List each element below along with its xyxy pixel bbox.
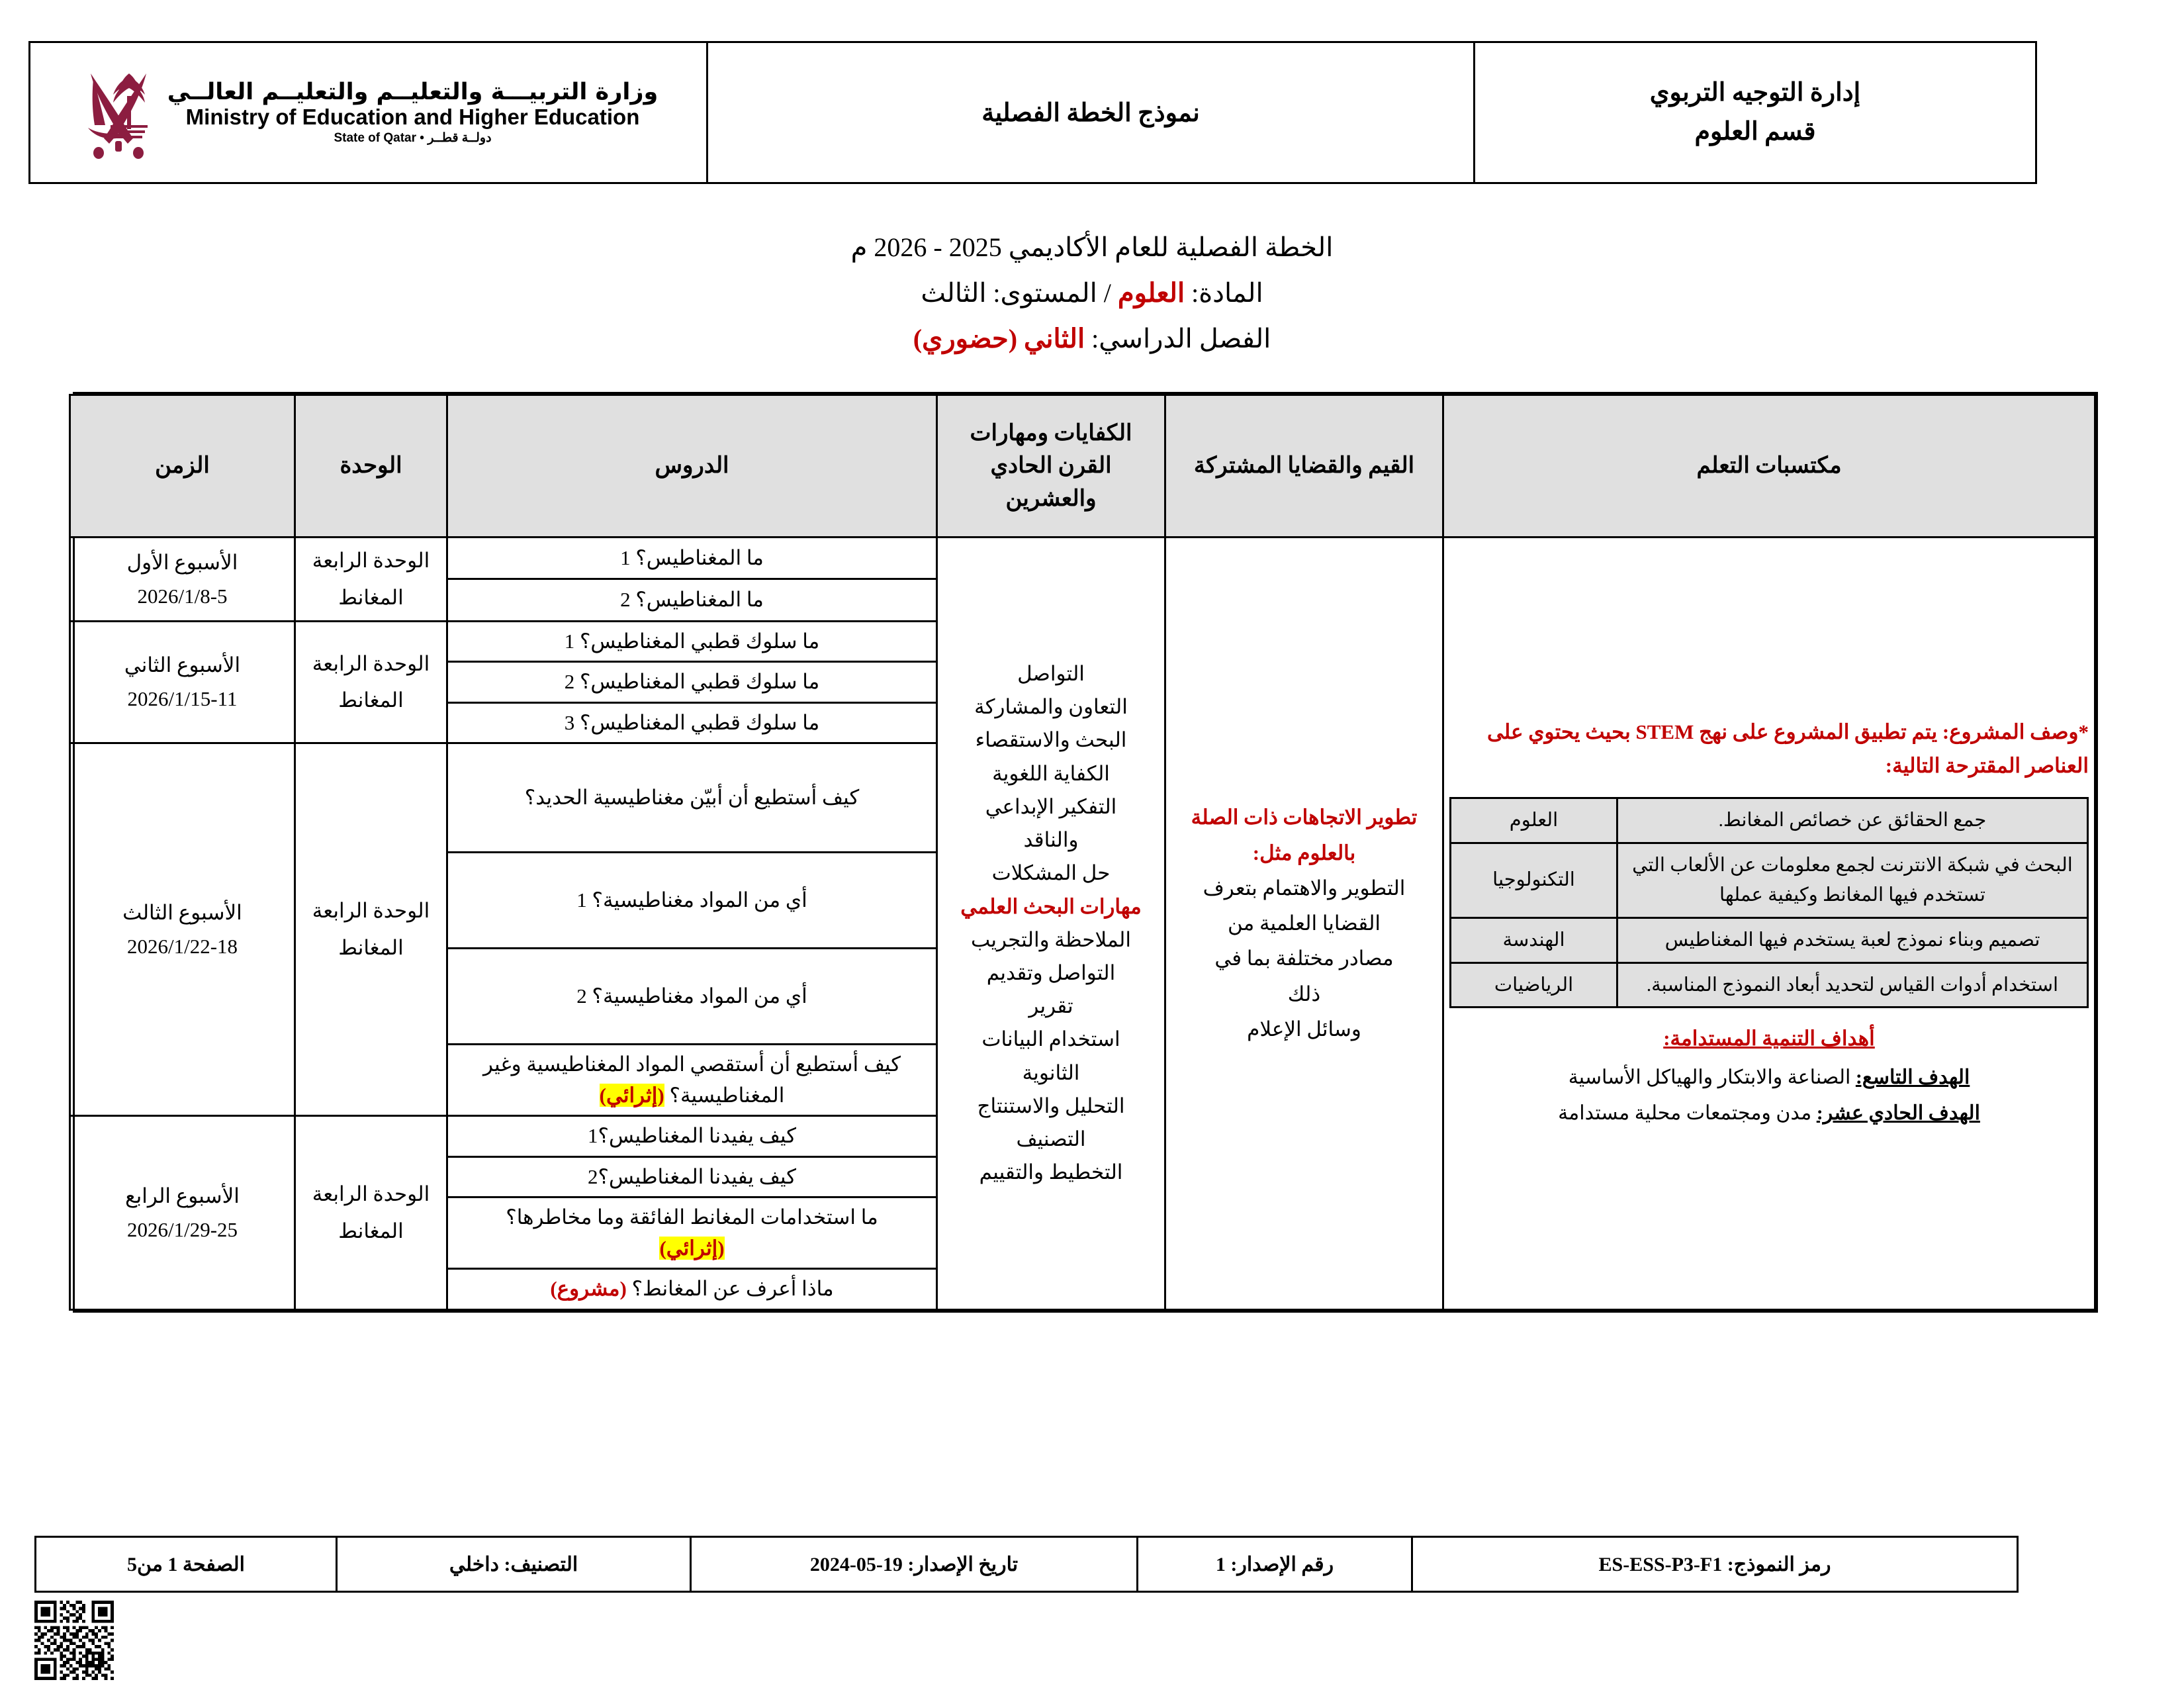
stem-row-technology [1451,843,2088,917]
lesson-text: ماذا أعرف عن المغانط؟ [626,1277,834,1301]
lesson-text: ما استخدامات المغانط الفائقة وما مخاطرها؟ [506,1205,878,1229]
ministry-logo-cell [30,42,707,183]
footer-row [36,1537,2018,1592]
skill-item-2: التعاون والمشاركة [974,695,1128,719]
lesson-cell: ما سلوك قطبي المغناطيس؟ 3 [447,702,937,743]
values-heading: تطوير الاتجاهات ذات الصلة بالعلوم مثل: [1191,806,1418,865]
ministry-name-english: Ministry of Education and Higher Education [185,105,640,130]
stem-label-science: العلوم [1451,798,1617,843]
values-issues-cell [1165,538,1443,1310]
stem-desc-mathematics: استخدام أدوات القياس لتحديد أبعاد النموذج المناسبة. [1617,962,2088,1008]
subject-value: العلوم [1117,277,1185,308]
stem-desc-technology: البحث في شبكة الانترنت لجمع معلومات عن الألعاب التي تستخدم فيها المغانط وكيفية عملها [1617,843,2088,917]
unit-cell: الوحدة الرابعة المغانط [295,621,447,743]
stem-desc-engineering: تصميم وبناء نموذج لعبة يستخدم فيها المغناطيس [1617,917,2088,962]
footer-classification: التصنيف: داخلي [337,1537,691,1592]
values-body-line-5: وسائل الإعلام [1247,1017,1361,1041]
skill-item-11: تقرير [1028,994,1073,1018]
lesson-cell [447,1269,937,1310]
table-row [70,538,2095,579]
week-dates: 2026/1/8-5 [137,584,228,608]
stem-label-engineering: الهندسة [1451,917,1617,962]
lesson-tag-enrichment: (إثرائي) [659,1236,725,1260]
skill-item-12: استخدام البيانات [981,1027,1120,1051]
skill-item-4: الكفاية اللغوية [992,761,1110,785]
project-description: *وصف المشروع: يتم تطبيق المشروع على نهج STEM بحيث يحتوي على العناصر المقترحة التالية: [1486,720,2089,777]
sdg-goal-9-label: الهدف التاسع: [1855,1066,1970,1089]
document-header-table [28,41,2037,184]
department-line-1: إدارة التوجيه التربوي [1649,79,1861,107]
ministry-name-arabic: وزارة التربيـــة والتعليــم والتعليــم العالــي [167,79,659,106]
lesson-cell: ما سلوك قطبي المغناطيس؟ 1 [447,621,937,662]
skill-item-9: الملاحظة والتجريب [970,927,1131,951]
skill-item-15: التصنيف [1016,1127,1086,1151]
week-dates: 2026/1/29-25 [126,1217,238,1241]
skill-item-1: التواصل [1017,662,1085,686]
week-dates: 2026/1/15-11 [127,687,238,711]
skill-item-3: البحث والاستقصاء [975,728,1127,752]
skill-item-16: التخطيط والتقييم [979,1160,1123,1184]
lesson-cell: أي من المواد مغناطيسية؟ 2 [447,949,937,1045]
qatar-emblem-icon [79,62,158,164]
sdg-goal-9-text: الصناعة والابتكار والهياكل الأساسية [1568,1066,1856,1089]
document-footer-table [34,1536,2019,1593]
stem-label-mathematics: الرياضيات [1451,962,1617,1008]
semester-prefix: الفصل الدراسي: [1085,323,1271,353]
skill-item-7: حل المشكلات [991,861,1111,885]
skill-item-13: الثانوية [1022,1060,1080,1084]
plan-titles [0,225,2184,361]
skill-item-10: التواصل وتقديم [986,961,1116,985]
footer-issue-number: رقم الإصدار: 1 [1138,1537,1412,1592]
semester-value: الثاني (حضوري) [913,323,1085,353]
column-header-learning-outcomes: مكتسبات التعلم [1443,395,2095,538]
column-header-values-issues: القيم والقضايا المشتركة [1165,395,1443,538]
lesson-cell [447,1045,937,1116]
sdg-goal-11-label: الهدف الحادي عشر: [1816,1102,1980,1124]
lesson-cell [447,1197,937,1269]
level-suffix: / المستوى: الثالث [921,277,1118,308]
stem-desc-science: جمع الحقائق عن خصائص المغانط. [1617,798,2088,843]
ministry-logo [36,62,701,164]
lesson-text: كيف أستطيع أن أستقصي المواد المغناطيسية وغير المغناطيسية؟ [482,1053,901,1107]
values-body-line-2: القضايا العلمية من [1227,912,1381,935]
stem-label-technology: التكنولوجيا [1451,843,1617,917]
semester-line [0,316,2184,362]
lesson-cell: ما سلوك قطبي المغناطيس؟ 2 [447,662,937,703]
form-title: نموذج الخطة الفصلية [981,99,1200,127]
values-body-line-4: ذلك [1287,982,1321,1006]
department-line-2: قسم العلوم [1694,118,1816,146]
values-body-line-3: مصادر مختلفة بما في [1214,947,1394,970]
header-row [30,42,2036,183]
sdg-goal-11 [1449,1096,2089,1131]
stem-row-science [1451,798,2088,843]
lesson-tag-enrichment: (إثرائي) [599,1083,664,1107]
unit-cell: الوحدة الرابعة المغانط [295,743,447,1116]
form-title-cell [707,42,1475,183]
lesson-cell: ما المغناطيس؟ 1 [447,538,937,579]
skill-item-14: التحليل والاستنتاج [977,1094,1125,1117]
subject-prefix: المادة: [1185,277,1263,308]
lesson-cell: كيف يفيدنا المغناطيس؟2 [447,1156,937,1197]
ministry-logo-text [167,79,658,145]
footer-page-number: الصفحة 1 من5 [36,1537,337,1592]
plan-table [69,394,2096,1311]
academic-year-title: الخطة الفصلية للعام الأكاديمي 2025 - 2026 م [850,232,1334,262]
state-of-qatar-label: دولــة قطــر • State of Qatar [334,131,492,146]
week-dates: 2026/1/22-18 [126,935,238,959]
qr-code-icon [34,1601,114,1680]
week-cell [70,538,295,622]
plan-table-header-row [70,395,2095,538]
lesson-cell: كيف أستطيع أن أبيّن مغناطيسية الحديد؟ [447,743,937,853]
unit-cell: الوحدة الرابعة المغانط [295,538,447,622]
learning-outcomes-cell [1443,538,2095,1310]
week-cell [70,743,295,1116]
column-header-time: الزمن [70,395,295,538]
subject-level-line [0,271,2184,316]
lesson-cell: أي من المواد مغناطيسية؟ 1 [447,853,937,949]
values-body-line-1: التطوير والاهتمام بتعرف [1203,876,1406,900]
stem-table [1449,797,2089,1009]
sdg-heading: أهداف التنمية المستدامة: [1663,1027,1875,1051]
column-header-unit: الوحدة [295,395,447,538]
footer-form-code: رمز النموذج: ES-ESS-P3-F1 [1412,1537,2018,1592]
column-header-lessons: الدروس [447,395,937,538]
stem-row-mathematics [1451,962,2088,1008]
week-label: الأسبوع الثالث [122,900,242,924]
week-label: الأسبوع الرابع [125,1184,240,1207]
skill-item-8-scientific-research: مهارات البحث العلمي [960,894,1142,918]
skill-item-6: والناقد [1023,828,1079,852]
column-header-skills: الكفايات ومهارات القرن الحادي والعشرين [937,395,1165,538]
sdg-goal-11-text: مدن ومجتمعات محلية مستدامة [1558,1102,1817,1124]
plan-table-body [70,538,2095,1310]
lesson-cell: ما المغناطيس؟ 2 [447,579,937,621]
week-cell [70,1116,295,1310]
sdg-goal-9 [1449,1060,2089,1095]
week-label: الأسبوع الثاني [124,653,241,677]
stem-row-engineering [1451,917,2088,962]
plan-table-container [73,392,2098,1313]
lesson-tag-project: (مشروع) [550,1277,627,1301]
week-cell [70,621,295,743]
unit-cell: الوحدة الرابعة المغانط [295,1116,447,1310]
skills-cell [937,538,1165,1310]
skill-item-5: التفكير الإبداعي [985,794,1117,818]
footer-issue-date: تاريخ الإصدار: 19-05-2024 [691,1537,1138,1592]
lesson-cell: كيف يفيدنا المغناطيس؟1 [447,1116,937,1157]
department-cell [1475,42,2036,183]
week-label: الأسبوع الأول [126,550,238,574]
